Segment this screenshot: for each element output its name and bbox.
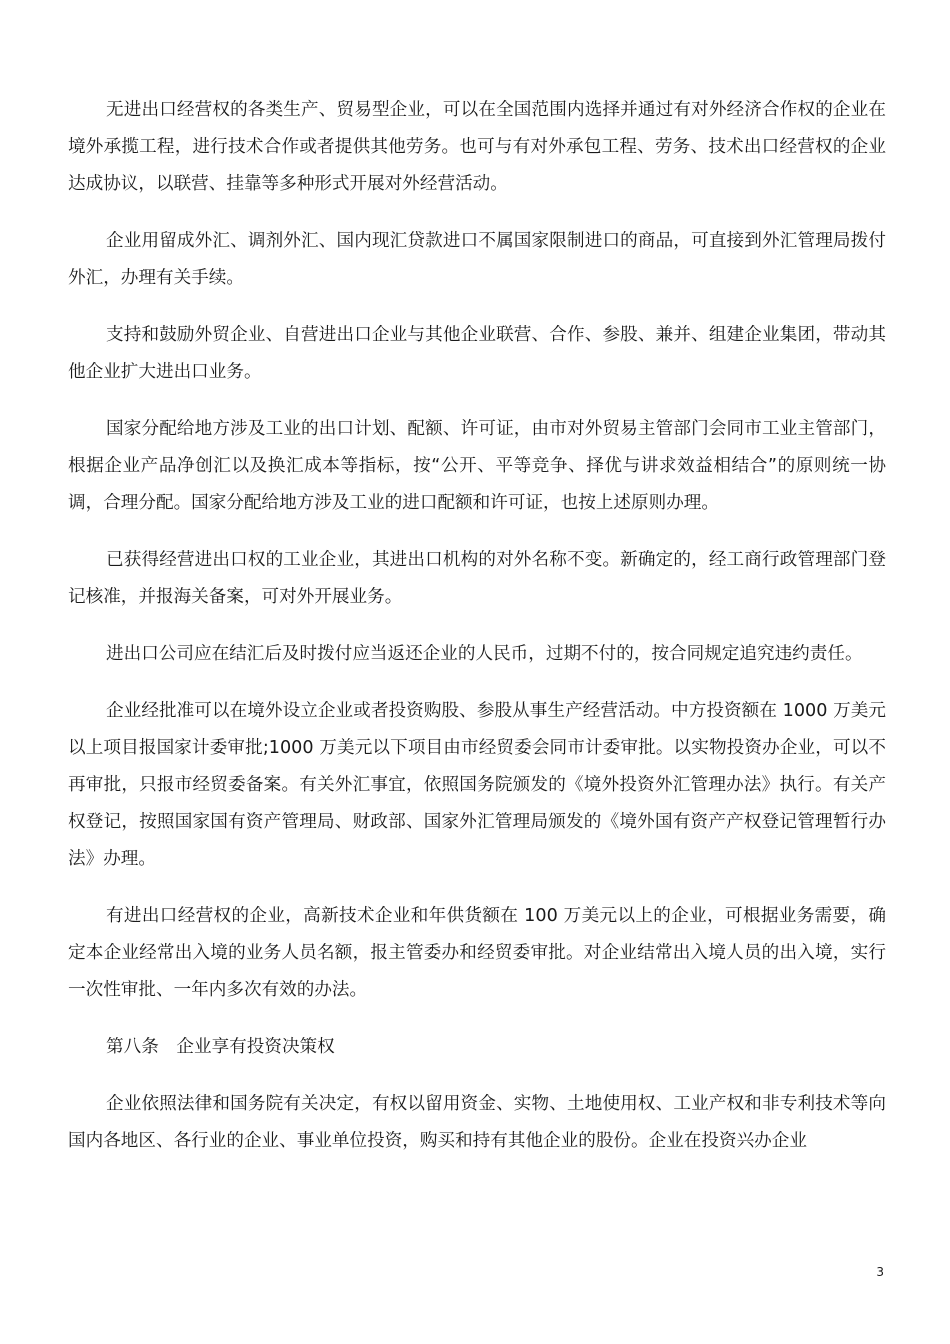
paragraph: 国家分配给地方涉及工业的出口计划、配额、许可证，由市对外贸易主管部门会同市工业主管部门，根据企业产品净创汇以及换汇成本等指标，按“公开、平等竞争、择优与讲求效益相结合”的原则统一协调，合理分配。国家分配给地方涉及工业的进口配额和许可证，也按上述原则办理。 — [68, 419, 886, 513]
paragraph: 企业依照法律和国务院有关决定，有权以留用资金、实物、土地使用权、工业产权和非专利技术等向国内各地区、各行业的企业、事业单位投资，购买和持有其他企业的股份。企业在投资兴办企业 — [68, 1094, 886, 1151]
paragraph: 进出口公司应在结汇后及时拨付应当返还企业的人民币，过期不付的，按合同规定追究违约责任。 — [106, 644, 863, 664]
article-heading: 第八条 企业享有投资决策权 — [106, 1037, 335, 1057]
paragraph: 企业经批准可以在境外设立企业或者投资购股、参股从事生产经营活动。中方投资额在 1000 万美元以上项目报国家计委审批;1000 万美元以下项目由市经贸委会同市计委审批。以实物投资办企业，可以不再审批，只报市经贸委备案。有关外汇事宜，依照国务院颁发的《境外投资外汇管理办法》执行。有关产权登记，按照国家国有资产管理局、财政部、国家外汇管理局颁发的《境外国有资产产权登记管理暂行办法》办理。 — [68, 701, 886, 869]
paragraph: 有进出口经营权的企业，高新技术企业和年供货额在 100 万美元以上的企业，可根据业务需要，确定本企业经常出入境的业务人员名额，报主管委办和经贸委审批。对企业结常出入境人员的出入境，实行一次性审批、一年内多次有效的办法。 — [68, 906, 886, 1000]
paragraph: 支持和鼓励外贸企业、自营进出口企业与其他企业联营、合作、参股、兼并、组建企业集团，带动其他企业扩大进出口业务。 — [68, 325, 886, 382]
paragraph: 已获得经营进出口权的工业企业，其进出口机构的对外名称不变。新确定的，经工商行政管理部门登记核准，并报海关备案，可对外开展业务。 — [68, 550, 886, 607]
page-number: 3 — [876, 1265, 884, 1279]
paragraph: 无进出口经营权的各类生产、贸易型企业，可以在全国范围内选择并通过有对外经济合作权的企业在境外承揽工程，进行技术合作或者提供其他劳务。也可与有对外承包工程、劳务、技术出口经营权的企业达成协议，以联营、挂靠等多种形式开展对外经营活动。 — [68, 100, 886, 194]
document-body — [68, 92, 886, 1180]
paragraph: 企业用留成外汇、调剂外汇、国内现汇贷款进口不属国家限制进口的商品，可直接到外汇管理局拨付外汇，办理有关手续。 — [68, 231, 886, 288]
